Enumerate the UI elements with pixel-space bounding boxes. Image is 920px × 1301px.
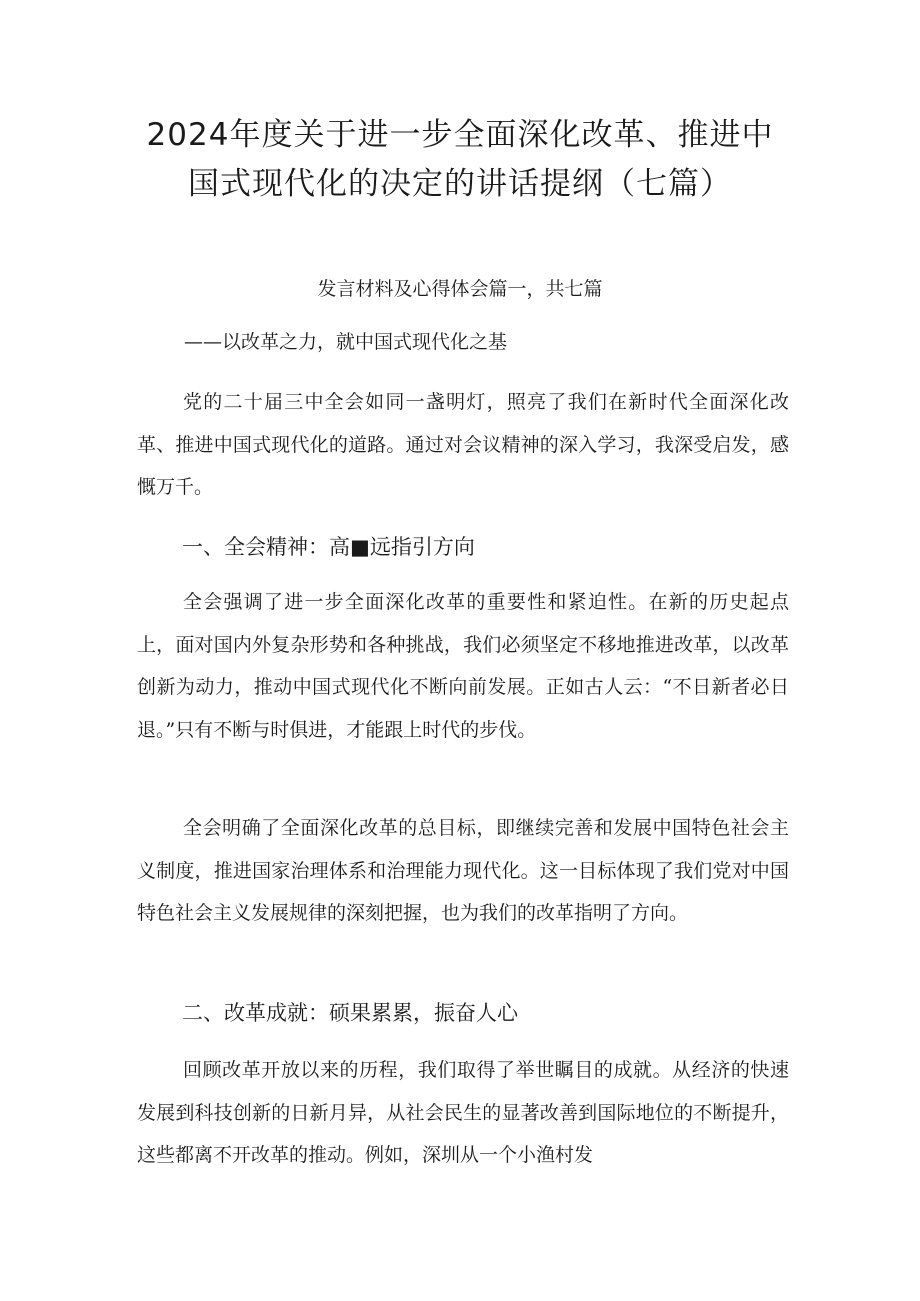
document-theme-line: ——以改革之力，就中国式现代化之基 bbox=[184, 331, 508, 353]
title-line-1: 2024年度关于进一步全面深化改革、推进中 bbox=[146, 117, 774, 153]
section-heading-2: 二、改革成就：硕果累累，振奋人心 bbox=[182, 1001, 518, 1025]
paragraph-intro: 党的二十届三中全会如同一盏明灯，照亮了我们在新时代全面深化改革、推进中国式现代化的道路。通过对会议精神的深入学习，我深受启发，感慨万千。 bbox=[137, 391, 789, 498]
paragraph-section1-a: 全会强调了进一步全面深化改革的重要性和紧迫性。在新的历史起点上，面对国内外复杂形势和各种挑战，我们必须坚定不移地推进改革，以改革创新为动力，推动中国式现代化不断向前发展。正如古人云：“不日新者必日退。”只有不断与时俱进，才能跟上时代的步伐。 bbox=[137, 591, 789, 741]
title-line-2: 国式现代化的决定的讲话提纲（七篇） bbox=[188, 166, 732, 202]
paragraph-section2-a: 回顾改革开放以来的历程，我们取得了举世瞩目的成就。从经济的快速发展到科技创新的日新月异，从社会民生的显著改善到国际地位的不断提升，这些都离不开改革的推动。例如，深圳从一个小渔村发 bbox=[137, 1059, 789, 1166]
section-heading-1: 一、全会精神：高■远指引方向 bbox=[182, 535, 475, 559]
document-subtitle: 发言材料及心得体会篇一，共七篇 bbox=[317, 278, 603, 300]
document-title bbox=[130, 111, 790, 209]
paragraph-section1-b: 全会明确了全面深化改革的总目标，即继续完善和发展中国特色社会主义制度，推进国家治理体系和治理能力现代化。这一目标体现了我们党对中国特色社会主义发展规律的深刻把握，也为我们的改革指明了方向。 bbox=[137, 817, 789, 924]
